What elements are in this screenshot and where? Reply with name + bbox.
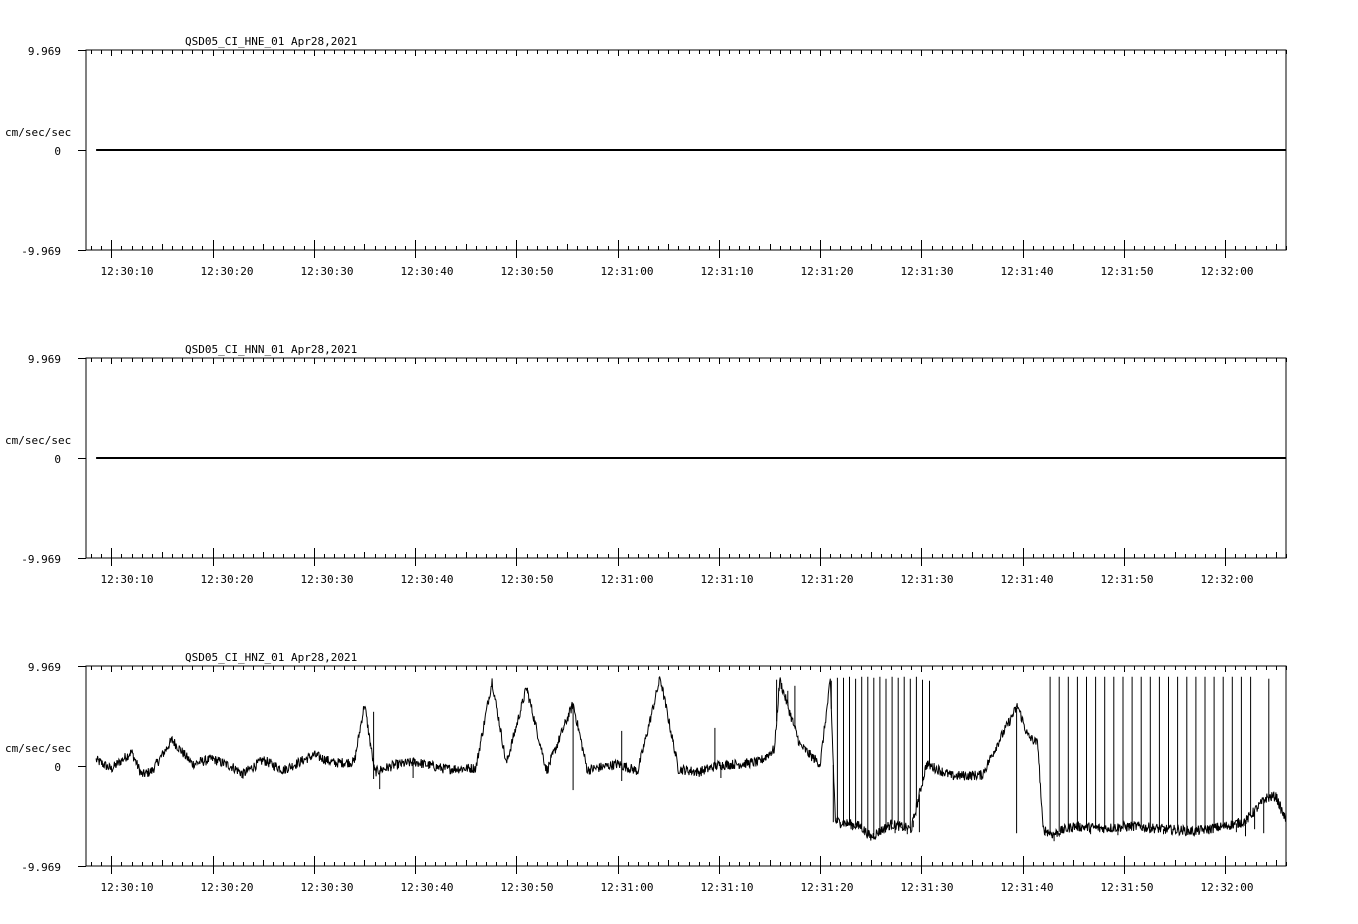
y-tick-label-zero: 0 xyxy=(54,453,61,466)
x-tick-label: 12:32:00 xyxy=(1200,265,1254,278)
panel-title: QSD05_CI_HNZ_01 Apr28,2021 xyxy=(185,651,358,664)
y-tick-label-min: -9.969 xyxy=(21,553,61,566)
x-tick-labels xyxy=(101,573,1254,586)
x-tick-label: 12:31:00 xyxy=(600,265,654,278)
y-tick-label-zero: 0 xyxy=(54,761,61,774)
x-tick-label: 12:31:50 xyxy=(1100,573,1154,586)
x-tick-label: 12:32:00 xyxy=(1200,573,1254,586)
x-tick-label: 12:31:10 xyxy=(700,573,754,586)
x-tick-label: 12:30:30 xyxy=(300,573,354,586)
plot-area xyxy=(78,50,1287,258)
x-tick-label: 12:30:10 xyxy=(100,573,154,586)
plot-area xyxy=(78,358,1287,566)
y-axis-label: cm/sec/sec xyxy=(5,742,72,755)
x-tick-label: 12:31:50 xyxy=(1100,881,1154,894)
y-tick-label-max: 9.969 xyxy=(27,45,61,58)
x-tick-label: 12:30:50 xyxy=(500,265,554,278)
x-tick-label: 12:31:50 xyxy=(1100,265,1154,278)
plot-area xyxy=(78,666,1287,874)
x-tick-label: 12:31:40 xyxy=(1000,265,1054,278)
x-tick-label: 12:31:10 xyxy=(700,881,754,894)
panel-title: QSD05_CI_HNE_01 Apr28,2021 xyxy=(185,35,358,48)
x-tick-label: 12:31:20 xyxy=(800,881,854,894)
trace-line xyxy=(96,677,1285,841)
y-axis-label: cm/sec/sec xyxy=(5,126,72,139)
x-tick-label: 12:31:40 xyxy=(1000,881,1054,894)
x-tick-label: 12:30:40 xyxy=(400,881,454,894)
x-tick-label: 12:30:40 xyxy=(400,265,454,278)
x-tick-label: 12:31:10 xyxy=(700,265,754,278)
x-tick-label: 12:31:40 xyxy=(1000,573,1054,586)
x-tick-label: 12:30:10 xyxy=(100,265,154,278)
x-tick-label: 12:30:30 xyxy=(300,265,354,278)
x-tick-labels xyxy=(101,265,1254,278)
x-tick-label: 12:31:30 xyxy=(900,265,954,278)
y-tick-label-min: -9.969 xyxy=(21,245,61,258)
x-tick-label: 12:30:20 xyxy=(200,881,254,894)
y-tick-label-zero: 0 xyxy=(54,145,61,158)
x-tick-label: 12:30:50 xyxy=(500,881,554,894)
x-tick-label: 12:31:00 xyxy=(600,573,654,586)
seismogram-panel-hnn xyxy=(5,343,1287,586)
x-tick-label: 12:30:20 xyxy=(200,573,254,586)
x-tick-label: 12:31:20 xyxy=(800,573,854,586)
x-tick-label: 12:30:20 xyxy=(200,265,254,278)
x-tick-label: 12:31:30 xyxy=(900,573,954,586)
y-axis-label: cm/sec/sec xyxy=(5,434,72,447)
y-tick-label-max: 9.969 xyxy=(27,661,61,674)
panel-title: QSD05_CI_HNN_01 Apr28,2021 xyxy=(185,343,358,356)
x-tick-label: 12:30:50 xyxy=(500,573,554,586)
x-tick-label: 12:32:00 xyxy=(1200,881,1254,894)
y-tick-label-max: 9.969 xyxy=(27,353,61,366)
x-tick-label: 12:30:10 xyxy=(100,881,154,894)
x-tick-labels xyxy=(101,881,1254,894)
x-tick-label: 12:30:40 xyxy=(400,573,454,586)
seismogram-panel-hnz xyxy=(5,651,1287,894)
x-tick-label: 12:31:00 xyxy=(600,881,654,894)
seismogram-panel-hne xyxy=(5,35,1287,278)
x-tick-label: 12:30:30 xyxy=(300,881,354,894)
x-tick-label: 12:31:20 xyxy=(800,265,854,278)
y-tick-label-min: -9.969 xyxy=(21,861,61,874)
x-tick-label: 12:31:30 xyxy=(900,881,954,894)
